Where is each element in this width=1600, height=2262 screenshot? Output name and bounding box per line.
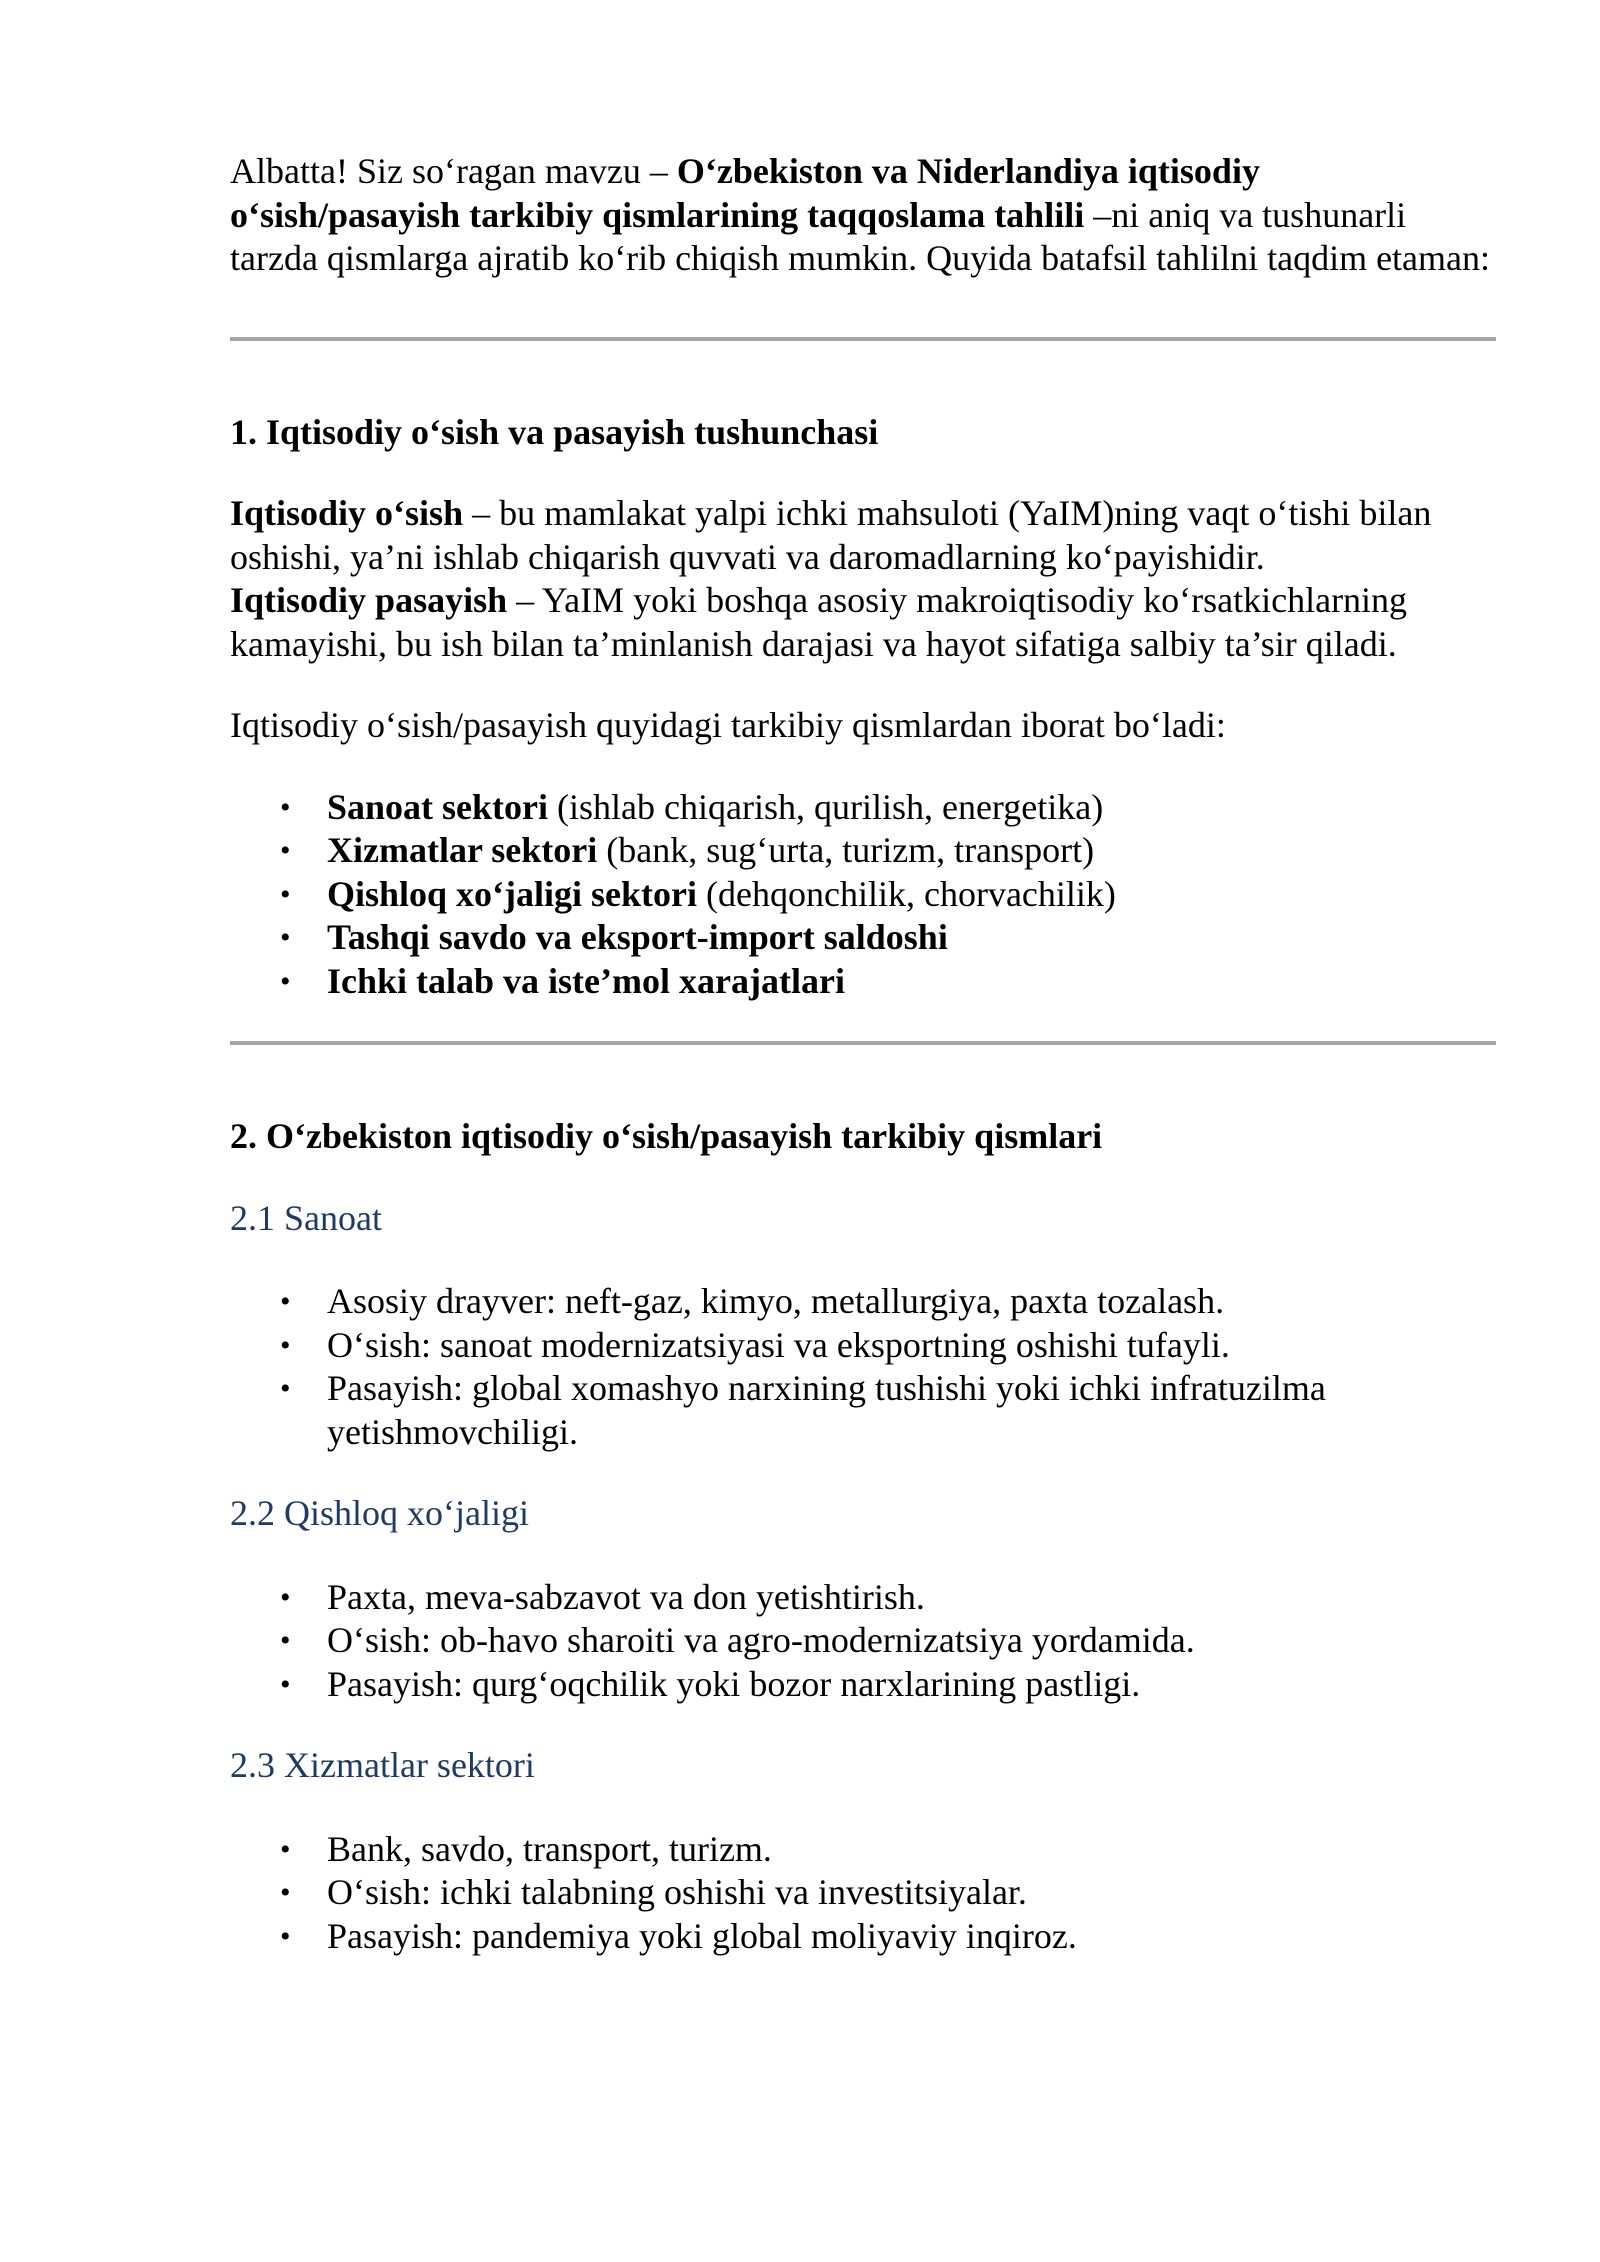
list-item xyxy=(230,1619,1496,1663)
list-item-text: O‘sish: sanoat modernizatsiyasi va eksportning oshishi tufayli. xyxy=(327,1324,1230,1365)
def-growth-term: Iqtisodiy o‘sish xyxy=(230,493,464,533)
document-page xyxy=(230,150,1496,1958)
intro-paragraph xyxy=(230,150,1496,281)
component-term: Xizmatlar sektori xyxy=(327,830,598,870)
list-item-text: O‘sish: ichki talabning oshishi va investitsiyalar. xyxy=(327,1872,1027,1912)
def-decline-term: Iqtisodiy pasayish xyxy=(230,580,508,620)
section2-heading: 2. O‘zbekiston iqtisodiy o‘sish/pasayish tarkibiy qismlari xyxy=(230,1116,1103,1156)
list-item xyxy=(230,1576,1496,1620)
component-term: Sanoat sektori xyxy=(327,786,549,827)
component-term: Tashqi savdo va eksport-import saldoshi xyxy=(327,917,948,957)
subsection-2-3-heading: 2.3 Xizmatlar sektori xyxy=(230,1745,535,1785)
component-term: Ichki talab va iste’mol xarajatlari xyxy=(327,960,845,1001)
list-item-text: Asosiy drayver: neft-gaz, kimyo, metallurgiya, paxta tozalash. xyxy=(327,1281,1225,1321)
subsection-2-1-heading: 2.1 Sanoat xyxy=(230,1197,382,1238)
list-item xyxy=(230,1367,1496,1454)
component-detail: (ishlab chiqarish, qurilish, energetika) xyxy=(548,786,1104,827)
subsection-2-2-heading: 2.2 Qishloq xo‘jaligi xyxy=(230,1493,529,1533)
qishloq-list xyxy=(230,1576,1496,1707)
components-list xyxy=(230,786,1496,1004)
bullet-icon: • xyxy=(280,1328,291,1362)
component-detail: (bank, sug‘urta, turizm, transport) xyxy=(597,830,1095,870)
bullet-icon: • xyxy=(280,921,291,954)
list-item-text: Pasayish: qurg‘oqchilik yoki bozor narxlarining pastligi. xyxy=(327,1663,1141,1704)
sanoat-list xyxy=(230,1280,1496,1454)
bullet-icon: • xyxy=(280,1919,291,1953)
bullet-icon: • xyxy=(280,1667,291,1701)
list-item xyxy=(230,1871,1496,1915)
list-item xyxy=(230,786,1496,830)
definitions-paragraph xyxy=(230,492,1496,666)
list-item xyxy=(230,829,1496,873)
component-detail: (dehqonchilik, chorvachilik) xyxy=(697,873,1116,914)
bullet-icon: • xyxy=(280,877,291,911)
section1-heading: 1. Iqtisodiy o‘sish va pasayish tushunchasi xyxy=(230,411,879,452)
intro-topic: O‘zbekiston va Niderlandiya iqtisodiy o‘sish/pasayish tarkibiy qismlarining taqqoslama tahlili xyxy=(230,151,1260,235)
bullet-icon: • xyxy=(280,964,291,998)
bullet-icon: • xyxy=(280,1624,291,1657)
xizmatlar-list xyxy=(230,1828,1496,1959)
list-item xyxy=(230,1324,1496,1368)
bullet-icon: • xyxy=(280,1285,291,1318)
intro-tail: –ni aniq va tushunarli tarzda qismlarga ajratib ko‘rib chiqish mumkin. Quyida batafsil tahlilni taqdim etaman: xyxy=(230,194,1491,278)
list-item-text: Pasayish: global xomashyo narxining tushishi yoki ichki infratuzilma yetishmovchiligi. xyxy=(327,1368,1326,1452)
bullet-icon: • xyxy=(280,834,291,867)
list-item xyxy=(230,1915,1496,1959)
bullet-icon: • xyxy=(280,1372,291,1405)
bullet-icon: • xyxy=(280,1832,291,1866)
list-item xyxy=(230,1663,1496,1707)
list-item xyxy=(230,960,1496,1004)
list-item-text: Bank, savdo, transport, turizm. xyxy=(327,1828,772,1869)
bullet-icon: • xyxy=(280,1876,291,1909)
list-item-text: O‘sish: ob-havo sharoiti va agro-modernizatsiya yordamida. xyxy=(327,1620,1195,1660)
component-term: Qishloq xo‘jaligi sektori xyxy=(327,873,698,914)
intro-lead: Albatta! Siz so‘ragan mavzu – xyxy=(230,151,677,191)
list-item xyxy=(230,1828,1496,1872)
list-item-text: Pasayish: pandemiya yoki global moliyaviy inqiroz. xyxy=(327,1915,1077,1956)
list-item xyxy=(230,1280,1496,1324)
bullet-icon: • xyxy=(280,790,291,824)
components-intro: Iqtisodiy o‘sish/pasayish quyidagi tarkibiy qismlardan iborat bo‘ladi: xyxy=(230,705,1226,745)
list-item xyxy=(230,873,1496,917)
bullet-icon: • xyxy=(280,1580,291,1614)
def-growth-text: – bu mamlakat yalpi ichki mahsuloti (YaIM)ning vaqt o‘tishi bilan oshishi, ya’ni ishlab chiqarish quvvati va daromadlarning ko‘payishidir. xyxy=(230,493,1432,577)
list-item xyxy=(230,916,1496,960)
def-decline-text: – YaIM yoki boshqa asosiy makroiqtisodiy ko‘rsatkichlarning kamayishi, bu ish bilan ta’minlanish darajasi va hayot sifatiga salbiy ta’sir qiladi. xyxy=(230,580,1408,664)
list-item-text: Paxta, meva-sabzavot va don yetishtirish. xyxy=(327,1576,925,1617)
